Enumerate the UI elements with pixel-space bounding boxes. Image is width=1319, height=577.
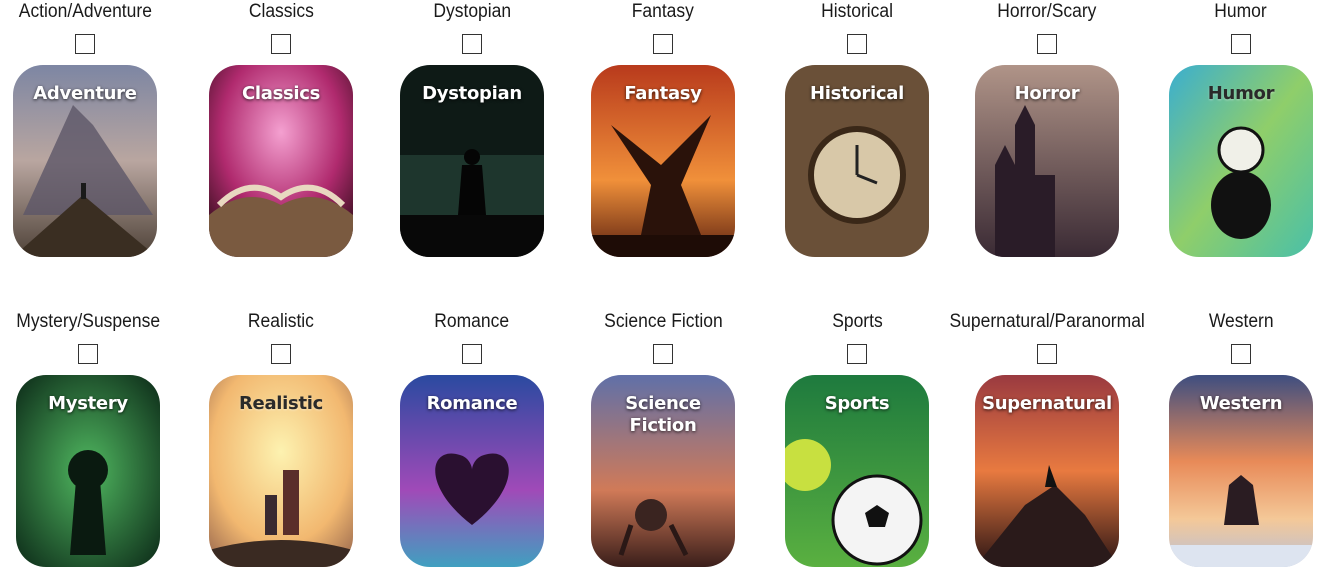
genre-card-classics[interactable]	[209, 65, 353, 257]
card-title: Historical	[810, 83, 904, 104]
card-title: Horror	[1014, 83, 1080, 104]
genre-card-western[interactable]	[1169, 375, 1313, 567]
genre-classics	[186, 0, 376, 265]
genre-checkbox[interactable]	[1231, 344, 1251, 364]
card-title: Science Fiction	[625, 393, 701, 436]
genre-checkbox[interactable]	[847, 34, 867, 54]
genre-label: Humor	[1214, 1, 1268, 22]
card-title: Mystery	[48, 393, 128, 414]
genre-fantasy	[568, 0, 758, 265]
genre-checkbox[interactable]	[847, 344, 867, 364]
genre-card-horror[interactable]	[975, 65, 1119, 257]
genre-card-dystopian[interactable]	[400, 65, 544, 257]
genre-humor	[1146, 0, 1319, 265]
genre-label: Horror/Scary	[997, 1, 1097, 22]
genre-label: Dystopian	[433, 1, 511, 22]
card-title: Western	[1199, 393, 1283, 414]
genre-checkbox[interactable]	[75, 34, 95, 54]
genre-western	[1146, 310, 1319, 575]
genre-label: Realistic	[247, 311, 315, 332]
card-title: Fantasy	[624, 83, 702, 104]
genre-checkbox[interactable]	[462, 34, 482, 54]
genre-label: Classics	[248, 1, 314, 22]
genre-label: Science Fiction	[603, 311, 723, 332]
genre-romance	[377, 310, 567, 575]
genre-label: Action/Adventure	[18, 1, 152, 22]
genre-horror-scary	[952, 0, 1142, 265]
card-title: Adventure	[33, 83, 137, 104]
genre-label: Western	[1208, 311, 1274, 332]
genre-checkbox[interactable]	[271, 344, 291, 364]
genre-checkbox[interactable]	[653, 34, 673, 54]
card-title: Sports	[824, 393, 890, 414]
genre-card-mystery[interactable]	[16, 375, 160, 567]
genre-checkbox[interactable]	[1231, 34, 1251, 54]
genre-card-fantasy[interactable]	[591, 65, 735, 257]
genre-label: Historical	[821, 1, 893, 22]
genre-card-adventure[interactable]	[13, 65, 157, 257]
genre-label: Fantasy	[631, 1, 695, 22]
genre-card-supernatural[interactable]	[975, 375, 1119, 567]
genre-checkbox[interactable]	[271, 34, 291, 54]
genre-card-science-fiction[interactable]	[591, 375, 735, 567]
genre-science-fiction	[568, 310, 758, 575]
genre-mystery-suspense	[0, 310, 183, 575]
genre-sports	[762, 310, 952, 575]
genre-checkbox[interactable]	[653, 344, 673, 364]
genre-checkbox[interactable]	[78, 344, 98, 364]
card-title: Supernatural	[982, 393, 1112, 414]
genre-dystopian	[377, 0, 567, 265]
genre-card-realistic[interactable]	[209, 375, 353, 567]
card-title: Humor	[1207, 83, 1275, 104]
genre-checkbox[interactable]	[1037, 34, 1057, 54]
genre-label: Romance	[434, 311, 510, 332]
genre-label: Sports	[831, 311, 883, 332]
card-title: Dystopian	[422, 83, 522, 104]
genre-label: Supernatural/Paranormal	[949, 311, 1145, 332]
genre-historical	[762, 0, 952, 265]
genre-action-adventure	[0, 0, 180, 265]
genre-card-humor[interactable]	[1169, 65, 1313, 257]
genre-supernatural-paranormal	[949, 310, 1145, 575]
genre-checkbox[interactable]	[462, 344, 482, 364]
genre-label: Mystery/Suspense	[16, 311, 160, 332]
card-title: Classics	[241, 83, 321, 104]
card-title: Realistic	[238, 393, 323, 414]
genre-card-romance[interactable]	[400, 375, 544, 567]
genre-card-sports[interactable]	[785, 375, 929, 567]
card-title: Romance	[426, 393, 518, 414]
genre-checkbox[interactable]	[1037, 344, 1057, 364]
genre-realistic	[186, 310, 376, 575]
genre-card-historical[interactable]	[785, 65, 929, 257]
genre-row-2	[0, 310, 1319, 575]
genre-row-1	[0, 0, 1319, 265]
